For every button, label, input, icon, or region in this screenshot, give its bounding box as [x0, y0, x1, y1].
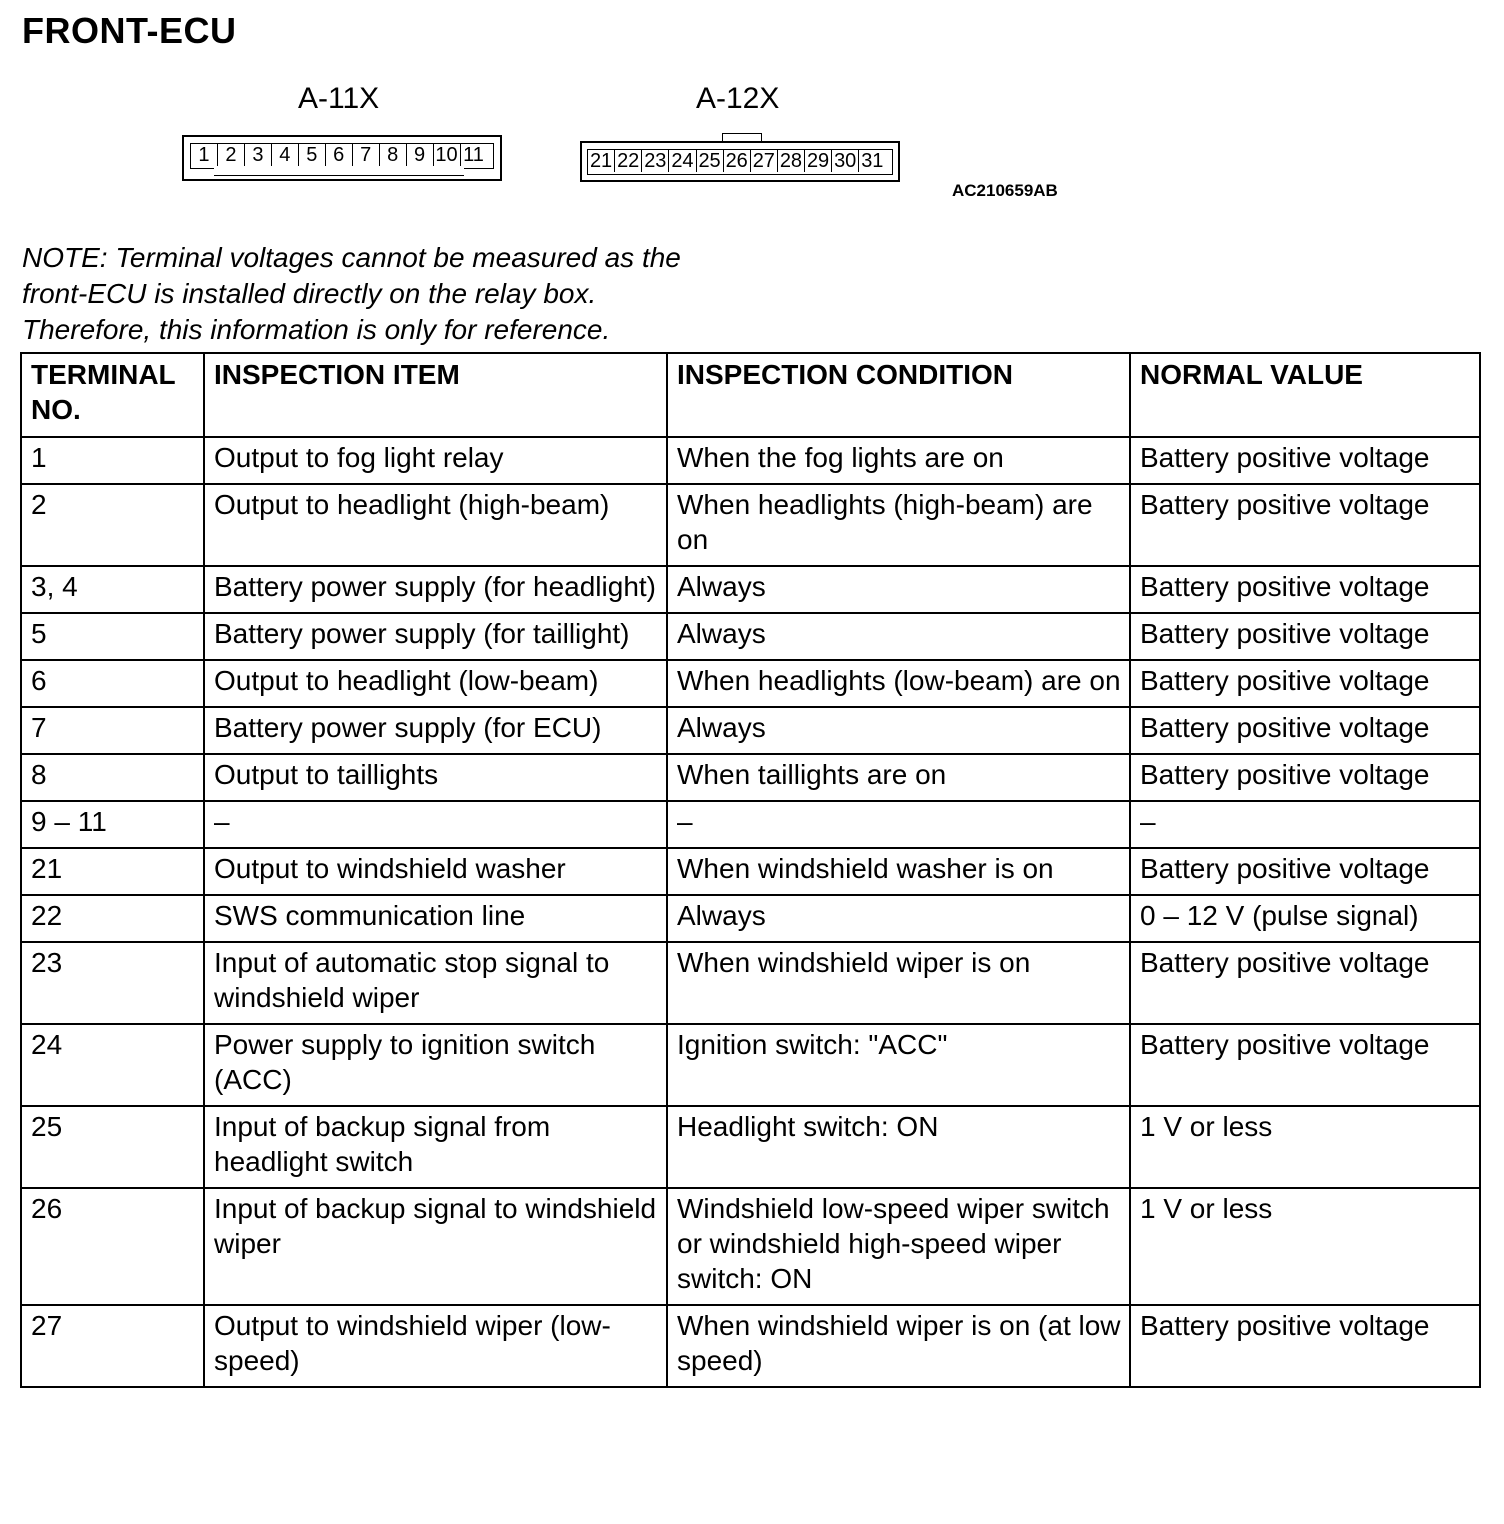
connector-pin: 24 [669, 150, 696, 172]
cell-terminal-no: 7 [21, 707, 204, 754]
figure-id: AC210659AB [952, 181, 1058, 200]
connector-a12x [580, 141, 900, 182]
connector-pin: 31 [861, 150, 884, 172]
connector-a11x [182, 135, 502, 181]
note-line: NOTE: Terminal voltages cannot be measured as the [22, 242, 681, 273]
cell-terminal-no: 26 [21, 1188, 204, 1305]
cell-inspection-item: Output to fog light relay [204, 437, 667, 484]
connector-pin: 4 [272, 144, 299, 166]
connector-pin: 8 [380, 144, 407, 166]
cell-inspection-condition: Ignition switch: "ACC" [667, 1024, 1130, 1106]
cell-inspection-condition: When headlights (low-beam) are on [667, 660, 1130, 707]
table-header-row [21, 353, 1480, 437]
table-row [21, 484, 1480, 566]
connector-pin: 6 [326, 144, 353, 166]
cell-normal-value: Battery positive voltage [1130, 1305, 1480, 1387]
cell-inspection-item: Output to windshield wiper (low-speed) [204, 1305, 667, 1387]
header-terminal-no: TERMINAL NO. [21, 353, 204, 437]
cell-inspection-condition: When windshield washer is on [667, 848, 1130, 895]
cell-inspection-condition: When the fog lights are on [667, 437, 1130, 484]
table-row [21, 613, 1480, 660]
cell-inspection-item: – [204, 801, 667, 848]
cell-inspection-item: Input of backup signal to windshield wiper [204, 1188, 667, 1305]
table-row [21, 437, 1480, 484]
connector-pin: 11 [463, 144, 484, 166]
cell-inspection-condition: Always [667, 895, 1130, 942]
cell-normal-value: Battery positive voltage [1130, 437, 1480, 484]
connector-pin: 21 [588, 150, 615, 172]
connector-a12x-label: A-12X [696, 82, 780, 115]
table-row [21, 1188, 1480, 1305]
cell-terminal-no: 22 [21, 895, 204, 942]
connector-pin: 22 [615, 150, 642, 172]
connector-a12x-pin-row [587, 149, 893, 175]
cell-inspection-item: SWS communication line [204, 895, 667, 942]
note-line: front-ECU is installed directly on the relay box. [22, 278, 597, 309]
connector-pin: 23 [642, 150, 669, 172]
cell-inspection-item: Battery power supply (for ECU) [204, 707, 667, 754]
cell-inspection-condition: – [667, 801, 1130, 848]
cell-normal-value: Battery positive voltage [1130, 1024, 1480, 1106]
table-row [21, 1305, 1480, 1387]
cell-terminal-no: 5 [21, 613, 204, 660]
connector-pin: 26 [724, 150, 751, 172]
terminal-table [20, 352, 1481, 1388]
cell-inspection-item: Output to headlight (low-beam) [204, 660, 667, 707]
note [22, 240, 681, 348]
cell-terminal-no: 25 [21, 1106, 204, 1188]
cell-inspection-item: Output to headlight (high-beam) [204, 484, 667, 566]
table-row [21, 1024, 1480, 1106]
cell-normal-value: 1 V or less [1130, 1106, 1480, 1188]
cell-normal-value: Battery positive voltage [1130, 484, 1480, 566]
connector-pin: 3 [245, 144, 272, 166]
cell-normal-value: 1 V or less [1130, 1188, 1480, 1305]
cell-terminal-no: 27 [21, 1305, 204, 1387]
header-normal-value: NORMAL VALUE [1130, 353, 1480, 437]
connector-pin: 10 [434, 144, 461, 166]
connector-a11x-pin-row [190, 143, 494, 169]
connector-pin: 2 [218, 144, 245, 166]
cell-terminal-no: 3, 4 [21, 566, 204, 613]
table-row [21, 1106, 1480, 1188]
cell-terminal-no: 23 [21, 942, 204, 1024]
cell-normal-value: Battery positive voltage [1130, 942, 1480, 1024]
cell-inspection-condition: Windshield low-speed wiper switch or windshield high-speed wiper switch: ON [667, 1188, 1130, 1305]
table-row [21, 660, 1480, 707]
connector-a11x-label: A-11X [298, 82, 380, 115]
table-row [21, 754, 1480, 801]
table-row [21, 566, 1480, 613]
note-line: Therefore, this information is only for reference. [22, 314, 611, 345]
cell-inspection-item: Power supply to ignition switch (ACC) [204, 1024, 667, 1106]
cell-normal-value: Battery positive voltage [1130, 707, 1480, 754]
cell-inspection-condition: When taillights are on [667, 754, 1130, 801]
cell-normal-value: Battery positive voltage [1130, 566, 1480, 613]
cell-inspection-condition: Always [667, 613, 1130, 660]
cell-normal-value: – [1130, 801, 1480, 848]
connector-pin: 1 [191, 144, 218, 166]
cell-normal-value: Battery positive voltage [1130, 613, 1480, 660]
connector-pin: 29 [805, 150, 832, 172]
header-inspection-condition: INSPECTION CONDITION [667, 353, 1130, 437]
connector-a11x-lip [214, 167, 464, 176]
connector-pin: 25 [697, 150, 724, 172]
table-row [21, 848, 1480, 895]
table-row [21, 895, 1480, 942]
cell-inspection-condition: When windshield wiper is on [667, 942, 1130, 1024]
connector-pin: 27 [751, 150, 778, 172]
cell-inspection-condition: When headlights (high-beam) are on [667, 484, 1130, 566]
cell-terminal-no: 9 – 11 [21, 801, 204, 848]
cell-inspection-item: Input of automatic stop signal to windshield wiper [204, 942, 667, 1024]
cell-inspection-item: Battery power supply (for headlight) [204, 566, 667, 613]
cell-inspection-condition: Always [667, 707, 1130, 754]
connector-pin: 9 [407, 144, 434, 166]
connector-pin: 30 [832, 150, 859, 172]
cell-terminal-no: 1 [21, 437, 204, 484]
cell-inspection-condition: Headlight switch: ON [667, 1106, 1130, 1188]
cell-normal-value: 0 – 12 V (pulse signal) [1130, 895, 1480, 942]
cell-inspection-item: Output to taillights [204, 754, 667, 801]
cell-terminal-no: 8 [21, 754, 204, 801]
cell-normal-value: Battery positive voltage [1130, 754, 1480, 801]
cell-terminal-no: 6 [21, 660, 204, 707]
table-row [21, 801, 1480, 848]
connector-pin: 28 [778, 150, 805, 172]
cell-normal-value: Battery positive voltage [1130, 660, 1480, 707]
table-row [21, 942, 1480, 1024]
cell-inspection-item: Input of backup signal from headlight switch [204, 1106, 667, 1188]
cell-terminal-no: 21 [21, 848, 204, 895]
cell-terminal-no: 2 [21, 484, 204, 566]
cell-inspection-condition: Always [667, 566, 1130, 613]
connector-pin: 5 [299, 144, 326, 166]
cell-inspection-item: Battery power supply (for taillight) [204, 613, 667, 660]
cell-normal-value: Battery positive voltage [1130, 848, 1480, 895]
cell-inspection-item: Output to windshield washer [204, 848, 667, 895]
header-inspection-item: INSPECTION ITEM [204, 353, 667, 437]
cell-inspection-condition: When windshield wiper is on (at low speed) [667, 1305, 1130, 1387]
page-title: FRONT-ECU [22, 10, 237, 51]
connector-pin: 7 [353, 144, 380, 166]
cell-terminal-no: 24 [21, 1024, 204, 1106]
table-row [21, 707, 1480, 754]
